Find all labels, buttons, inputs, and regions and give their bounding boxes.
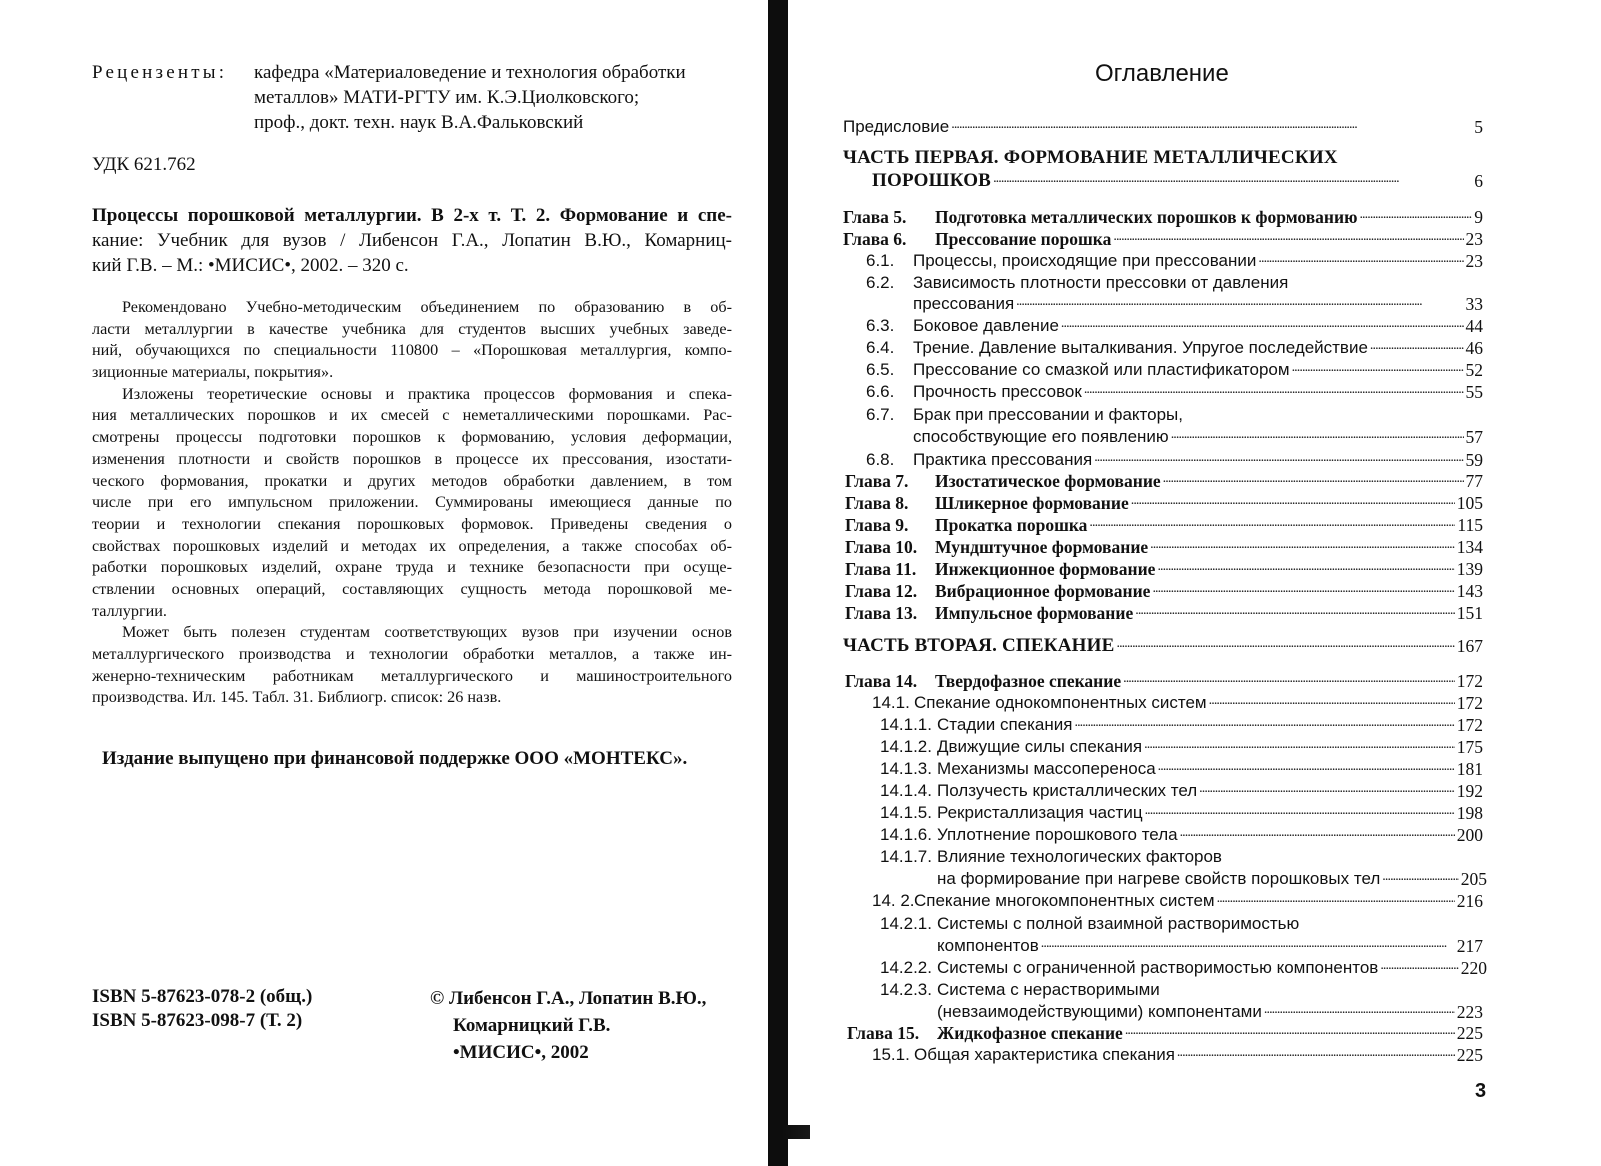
toc-entry-section-14-2-2[interactable] [880, 957, 1487, 979]
toc-leader [1380, 952, 1458, 977]
toc-entry-part-one[interactable] [872, 170, 1483, 192]
toc-title: Процессы, происходящие при прессовании [913, 251, 1257, 270]
toc-number: Глава 9. [845, 515, 909, 535]
toc-number: 14.1.2. [880, 737, 932, 756]
annotation-line: зиционные материалы, покрытия». [92, 363, 334, 382]
toc-leader [1258, 245, 1463, 270]
toc-number: Глава 7. [845, 471, 909, 491]
sponsor-note: Издание выпущено при финансовой поддержке ООО «МОНТЕКС». [102, 748, 688, 769]
biblio-line-text: кание: Учебник для вузов / Либенсон Г.А., Лопатин В.Ю., Комарниц- [92, 230, 732, 251]
toc-page: 77 [1465, 471, 1483, 491]
toc-title: Системы с ограниченной растворимостью компонентов [937, 958, 1379, 977]
annotation-line: ческого формования, прокатки и других методов обработки давлением, в том [92, 471, 732, 490]
toc-page: 23 [1465, 229, 1483, 249]
toc-title: Уплотнение порошкового тела [937, 825, 1178, 844]
annotation-line: работки порошковых изделий, охране труда и технике безопасности при осуще- [92, 558, 732, 577]
toc-title: Импульсное формование [935, 603, 1134, 623]
biblio-line-text: кий Г.В. – М.: •МИСИС•, 2002. – 320 с. [92, 255, 409, 276]
toc-title: Изостатическое формование [935, 471, 1161, 491]
reviewers-line: проф., докт. техн. наук В.А.Фальковский [254, 112, 584, 133]
toc-entry-section-6-1[interactable] [866, 250, 1483, 272]
toc-number: 6.3. [866, 316, 895, 335]
toc-page: 172 [1456, 671, 1483, 691]
toc-title: Мундштучное формование [935, 537, 1149, 557]
toc-page: 6 [1474, 171, 1483, 191]
reviewers-line: кафедра «Материаловедение и технология обработки [254, 62, 686, 83]
toc-title: Прессование со смазкой или пластификатором [913, 360, 1290, 379]
toc-page: 55 [1465, 382, 1483, 402]
toc-page: 167 [1456, 636, 1483, 656]
toc-leader [1217, 885, 1455, 910]
toc-title: Трение. Давление выталкивания. Упругое последействие [913, 338, 1368, 357]
toc-page: 134 [1456, 537, 1483, 557]
toc-title: Ползучесть кристаллических тел [937, 781, 1198, 800]
toc-entry-chapter-13[interactable] [845, 602, 1483, 624]
annotation-line: Рекомендовано Учебно-методическим объединением по образованию в об- [122, 298, 732, 316]
toc-number: 6.2. [866, 273, 895, 292]
toc-number: 14.2.1. [880, 914, 932, 933]
toc-number: 6.7. [866, 405, 895, 424]
toc-number: 15.1. [872, 1045, 910, 1064]
toc-leader [993, 165, 1472, 190]
toc-number: Глава 12. [845, 581, 918, 601]
toc-title: Прокатка порошка [935, 515, 1088, 535]
toc-page: 217 [1456, 936, 1483, 956]
toc-page: 52 [1465, 360, 1483, 380]
toc-number: 6.4. [866, 338, 895, 357]
toc-title: Влияние технологических факторов [937, 847, 1222, 866]
toc-number: Глава 6. [843, 229, 907, 249]
toc-part-one-line1[interactable]: ЧАСТЬ ПЕРВАЯ. ФОРМОВАНИЕ МЕТАЛЛИЧЕСКИХ [843, 147, 1338, 168]
toc-leader [951, 111, 1472, 136]
toc-title: на формирование при нагреве свойств порошковых тел [937, 869, 1381, 888]
isbn-line: ISBN 5-87623-098-7 (Т. 2) [92, 1010, 303, 1031]
toc-page: 151 [1456, 603, 1483, 623]
toc-title: компонентов [937, 936, 1039, 955]
reviewers-line: металлов» МАТИ-РГТУ им. К.Э.Циолковского; [254, 87, 640, 108]
toc-page: 172 [1456, 693, 1483, 713]
toc-page: 181 [1456, 759, 1483, 779]
toc-page: 225 [1456, 1045, 1483, 1065]
toc-title: Боковое давление [913, 316, 1059, 335]
toc-title: Движущие силы спекания [937, 737, 1143, 756]
toc-number: 6.1. [866, 251, 895, 270]
toc-entry-section-15-1[interactable] [872, 1044, 1483, 1066]
toc-title: Зависимость плотности прессовки от давления [913, 273, 1289, 292]
toc-title: Прессование порошка [935, 229, 1112, 249]
annotation-line: таллургии. [92, 601, 167, 620]
toc-title: ЧАСТЬ ВТОРАЯ. СПЕКАНИЕ [843, 635, 1115, 656]
toc-title: Прочность прессовок [913, 382, 1082, 401]
toc-page: 216 [1456, 891, 1483, 911]
toc-title: Рекристаллизация частиц [937, 803, 1143, 822]
toc-title: Брак при прессовании и факторы, [913, 405, 1183, 424]
toc-page: 200 [1456, 825, 1483, 845]
toc-number: 14. 2. [872, 891, 915, 910]
toc-entry-section-14-2[interactable] [872, 890, 1483, 912]
toc-title: Шликерное формование [935, 493, 1129, 513]
toc-number: Глава 14. [845, 671, 918, 691]
toc-page: 115 [1457, 515, 1483, 535]
toc-number: 6.6. [866, 382, 895, 401]
annotation-line: Может быть полезен студентам соответствующих вузов при изучении основ [122, 623, 732, 642]
annotation-line: смотрены процессы подготовки порошков к формованию, условия деформации, [92, 428, 732, 447]
annotation-line: Изложены теоретические основы и практика процессов формования и спека- [122, 384, 732, 403]
toc-entry-section-6-6[interactable] [866, 381, 1483, 403]
toc-title: Механизмы массопереноса [937, 759, 1156, 778]
toc-page: 139 [1456, 559, 1483, 579]
toc-page: 59 [1465, 450, 1483, 470]
toc-leader [1180, 819, 1455, 844]
annotation-line: металлургического производства и технологии обработки металлов, а также ин- [92, 645, 732, 663]
copyright-line: •МИСИС•, 2002 [453, 1042, 589, 1063]
toc-number: 14.2.2. [880, 958, 932, 977]
toc-number: 6.5. [866, 360, 895, 379]
toc-number: Глава 11. [845, 559, 917, 579]
toc-entry-section-14-1-7-line1[interactable] [880, 846, 1222, 868]
toc-title: Общая характеристика спекания [914, 1045, 1175, 1064]
toc-leader [1116, 630, 1454, 655]
toc-entry-part-two[interactable] [843, 635, 1483, 657]
reviewers-label: Рецензенты: [92, 62, 228, 83]
page-number: 3 [1475, 1080, 1487, 1102]
toc-page: 46 [1465, 338, 1483, 358]
annotation-line: ния металлических порошков и их смесей с неметаллическими порошками. Рас- [92, 406, 732, 425]
toc-number: 14.1.5. [880, 803, 932, 822]
toc-title: Спекание однокомпонентных систем [914, 693, 1207, 712]
toc-title: Спекание многокомпонентных систем [914, 891, 1215, 910]
toc-page: 23 [1465, 251, 1483, 271]
toc-entry-section-6-7-line1[interactable] [866, 404, 1183, 426]
annotation-line: числе при его импульсном приложении. Суммированы имеющиеся данные по [92, 493, 732, 512]
annotation-line: изменения плотности и свойств порошков в процессе их прессования, изостати- [92, 449, 732, 468]
toc-page: 9 [1474, 207, 1483, 227]
toc-entry-section-14-1-6[interactable] [880, 824, 1483, 846]
copyright-line: © Либенсон Г.А., Лопатин В.Ю., [430, 988, 707, 1009]
toc-page: 143 [1456, 581, 1483, 601]
toc-page: 175 [1456, 737, 1483, 757]
toc-leader [1084, 376, 1464, 401]
toc-entry-section-14-2-3-line1[interactable] [880, 979, 1160, 1001]
toc-page: 105 [1456, 493, 1483, 513]
toc-number: 14.1.6. [880, 825, 932, 844]
toc-page: 198 [1456, 803, 1483, 823]
toc-page: 192 [1456, 781, 1483, 801]
toc-title: Система с нерастворимыми [937, 980, 1160, 999]
toc-number: 14.1.7. [880, 847, 932, 866]
toc-number: 6.8. [866, 450, 895, 469]
toc-title: Твердофазное спекание [935, 671, 1122, 691]
toc-page: 5 [1474, 117, 1483, 137]
toc-number: Глава 13. [845, 603, 918, 623]
toc-title: Подготовка металлических порошков к формованию [935, 207, 1358, 227]
annotation-line: ний, обучающихся по специальности 110800 – «Порошковая металлургия, компо- [92, 341, 732, 360]
toc-entry-preface[interactable] [843, 116, 1483, 138]
toc-page: 44 [1465, 316, 1483, 336]
toc-number: 14.2.3. [880, 980, 932, 999]
isbn-line: ISBN 5-87623-078-2 (общ.) [92, 986, 313, 1007]
toc-title: (невзаимодействующими) компонентами [937, 1002, 1262, 1021]
toc-leader [1177, 1039, 1455, 1064]
annotation-line: свойствах порошковых изделий и методах их определения, а также способах об- [92, 536, 732, 555]
toc-number: 14.1. [872, 693, 910, 712]
toc-page: 57 [1465, 427, 1483, 447]
biblio-line-text: Процессы порошковой металлургии. В 2-х т. Т. 2. Формование и спе- [92, 205, 732, 226]
toc-number: Глава 10. [845, 537, 918, 557]
toc-title: ПОРОШКОВ [872, 170, 992, 191]
toc-leader [1171, 421, 1464, 446]
toc-number: Глава 8. [845, 493, 909, 513]
toc-title: Практика прессования [913, 450, 1093, 469]
annotation-line: женерно-техническим работникам металлургического и машиностроительного [92, 666, 732, 685]
toc-title: Инжекционное формование [935, 559, 1156, 579]
toc-title: Вибрационное формование [935, 581, 1151, 601]
toc-title: способствующие его появлению [913, 427, 1169, 446]
toc-number: 14.1.3. [880, 759, 932, 778]
toc-page: 33 [1465, 294, 1483, 314]
toc-number: Глава 15. [847, 1023, 920, 1043]
toc-title: прессования [913, 294, 1015, 313]
toc-page: 205 [1460, 869, 1487, 889]
toc-page: 223 [1456, 1002, 1483, 1022]
annotation-line: производства. Ил. 145. Табл. 31. Библиогр. список: 26 назв. [92, 688, 502, 707]
toc-page: 225 [1456, 1023, 1483, 1043]
annotation-line: ствлении основных операций, составляющих сущность метода порошковой ме- [92, 579, 732, 598]
copyright-line: Комарницкий Г.В. [453, 1015, 611, 1036]
toc-page: 220 [1460, 958, 1487, 978]
toc-title: Жидкофазное спекание [937, 1023, 1123, 1043]
toc-heading: Оглавление [1095, 60, 1229, 87]
toc-number: 14.1.1. [880, 715, 932, 734]
toc-number: Глава 5. [843, 207, 907, 227]
annotation-line: ласти металлургии в качестве учебника для студентов высших учебных заведе- [92, 319, 732, 338]
toc-title: Стадии спекания [937, 715, 1073, 734]
annotation-line: теории и технологии спекания порошковых формовок. Приведены сведения о [92, 514, 732, 533]
toc-leader [1135, 597, 1455, 622]
toc-title: Системы с полной взаимной растворимостью [937, 914, 1300, 933]
toc-page: 172 [1456, 715, 1483, 735]
toc-number: 14.1.4. [880, 781, 932, 800]
udk-code: УДК 621.762 [92, 154, 196, 175]
toc-title: Предисловие [843, 117, 950, 136]
